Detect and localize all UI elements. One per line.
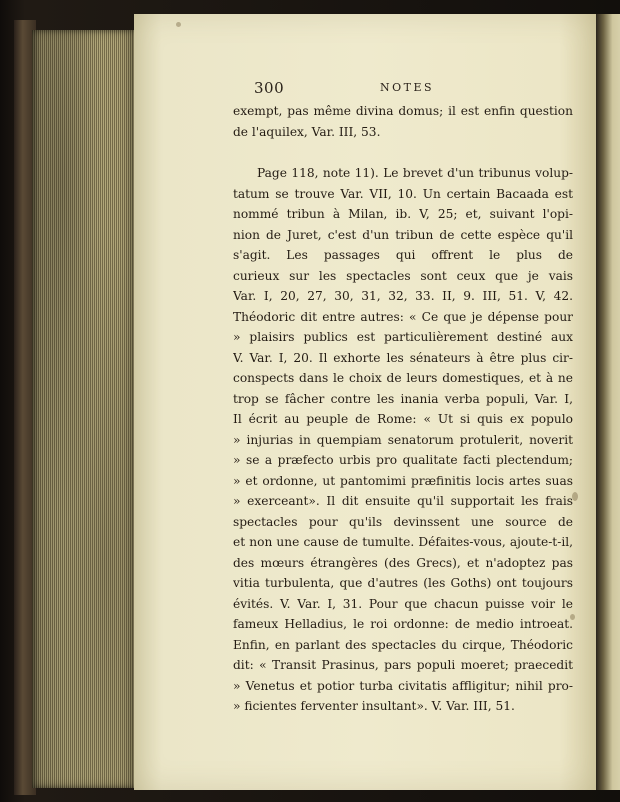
page-edges: [32, 30, 136, 788]
text-line: » ficientes ferventer insultant». V. Var. III, 51.: [233, 699, 515, 713]
page-number: 300: [254, 79, 285, 97]
text-line: exempt, pas même divina domus; il est enfin question: [233, 104, 573, 118]
text-line: trop se fâcher contre les inania verba populi, Var. I,: [233, 391, 573, 406]
text-line: » plaisirs publics est particulièrement destiné aux: [233, 330, 573, 344]
text-line: » Venetus et potior turba civitatis affligitur; nihil pro-: [233, 678, 573, 693]
text-line: » et ordonne, ut pantomimi præfinitis locis artes suas: [233, 473, 573, 488]
text-line: » exerceant». Il dit ensuite qu'il supportait les frais: [233, 494, 573, 508]
text-line: Enfin, en parlant des spectacles du cirque, Théodoric: [233, 637, 573, 652]
text-line: Page 118, note 11). Le brevet d'un tribunus volup-: [257, 166, 573, 180]
paragraph-gap: [233, 142, 573, 163]
text-line: de l'aquilex, Var. III, 53.: [233, 124, 381, 139]
text-line: conspects dans le choix de leurs domestiques, et à ne: [233, 371, 573, 385]
text-line: curieux sur les spectacles sont ceux que je vais: [233, 268, 573, 283]
text-line: dit: « Transit Prasinus, pars populi moeret; praecedit: [233, 658, 573, 672]
text-line: et non une cause de tumulte. Défaites-vous, ajoute-t-il,: [233, 535, 573, 549]
page-header: [254, 79, 574, 99]
text-line: Var. I, 20, 27, 30, 31, 32, 33. II, 9. III, 51. V, 42.: [233, 289, 573, 303]
text-line: s'agit. Les passages qui offrent le plus de: [233, 248, 573, 262]
text-line: nommé tribun à Milan, ib. V, 25; et, suivant l'opi-: [233, 207, 573, 221]
text-line: spectacles pour qu'ils devinssent une source de: [233, 514, 573, 529]
text-line: » se a præfecto urbis pro qualitate facti plectendum;: [233, 453, 573, 467]
text-line: Théodoric dit entre autres: « Ce que je dépense pour: [233, 309, 573, 324]
page-text: [233, 101, 573, 717]
text-line: » injurias in quempiam senatorum protulerit, noverit: [233, 432, 573, 447]
text-line: Il écrit au peuple de Rome: « Ut si quis ex populo: [233, 412, 573, 426]
text-line: nion de Juret, c'est d'un tribun de cette espèce qu'il: [233, 227, 573, 242]
text-line: fameux Helladius, le roi ordonne: de medio introeat.: [233, 617, 573, 631]
text-line: tatum se trouve Var. VII, 10. Un certain Bacaada est: [233, 186, 573, 201]
running-head: NOTES: [380, 81, 435, 94]
facing-page-edge: [596, 14, 620, 790]
text-line: évités. V. Var. I, 31. Pour que chacun puisse voir le: [233, 596, 573, 611]
text-line: vitia turbulenta, que d'autres (les Goths) ont toujours: [233, 576, 573, 590]
text-line: V. Var. I, 20. Il exhorte les sénateurs à être plus cir-: [233, 350, 573, 365]
text-line: des mœurs étrangères (des Grecs), et n'adoptez pas: [233, 555, 573, 570]
ink-spot: [176, 22, 181, 27]
